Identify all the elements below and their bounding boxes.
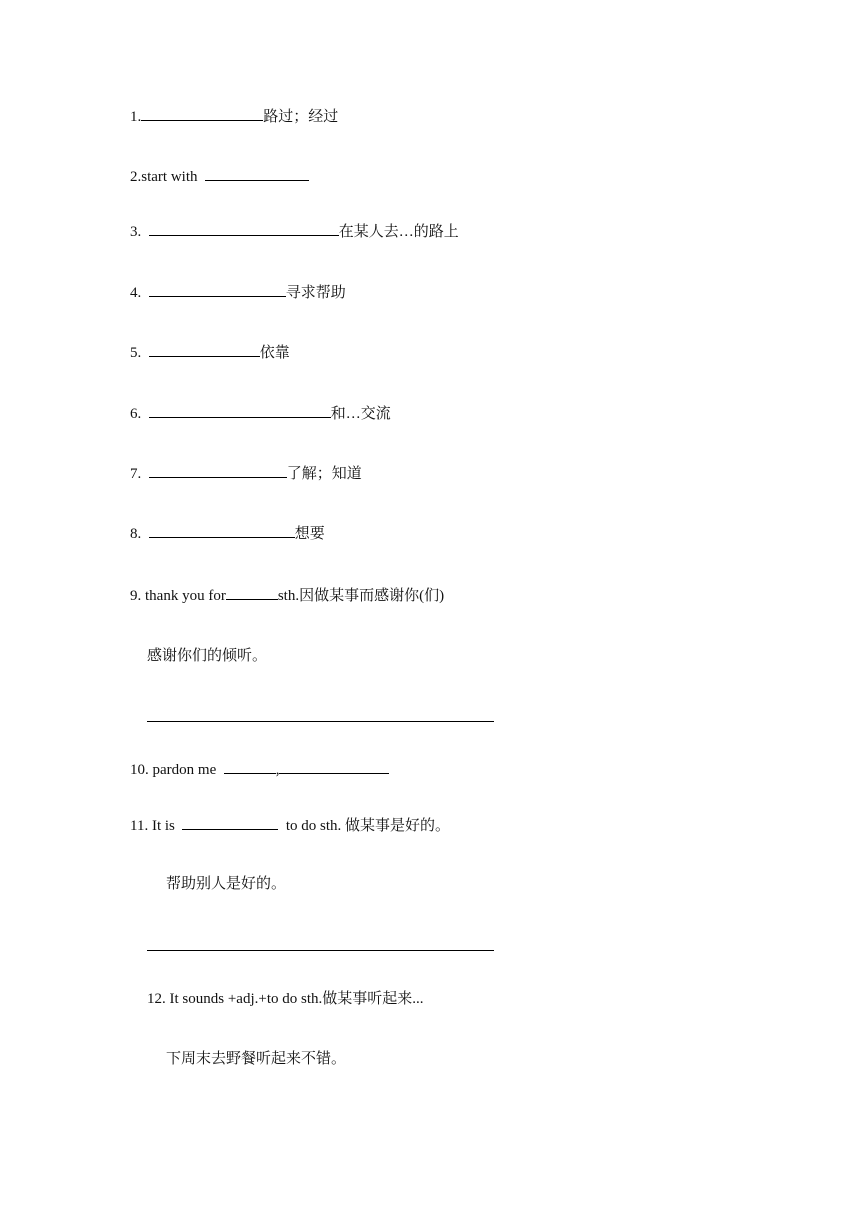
item-text: to do sth. 做某事是好的。 <box>285 818 451 834</box>
item-meaning: 路过；经过 <box>263 109 339 125</box>
item-11-prompt: 帮助别人是好的。 <box>166 876 287 892</box>
answer-line[interactable] <box>147 721 494 722</box>
answer-line[interactable] <box>147 950 494 951</box>
item-text: 11. It is <box>130 818 175 834</box>
item-11 <box>130 815 450 836</box>
answer-blank[interactable] <box>205 166 309 181</box>
item-1 <box>130 106 338 127</box>
answer-blank[interactable] <box>149 342 260 357</box>
answer-blank[interactable] <box>224 759 276 774</box>
separator: , <box>275 762 280 778</box>
item-meaning: 和…交流 <box>330 406 391 422</box>
item-7 <box>130 463 362 484</box>
item-number: 1. <box>130 109 142 125</box>
item-number: 3. <box>130 224 142 240</box>
item-9 <box>130 585 444 606</box>
answer-blank[interactable] <box>182 815 278 830</box>
item-3 <box>130 221 459 242</box>
item-4 <box>130 282 346 303</box>
answer-blank[interactable] <box>141 106 263 121</box>
item-12-prompt: 下周末去野餐听起来不错。 <box>166 1051 347 1067</box>
item-2 <box>130 166 309 187</box>
item-number: 2.start with <box>130 169 198 185</box>
item-number: 6. <box>130 406 142 422</box>
answer-blank[interactable] <box>226 585 278 600</box>
answer-blank[interactable] <box>149 221 339 236</box>
item-meaning: 寻求帮助 <box>285 285 346 301</box>
item-text: 10. pardon me <box>130 762 217 778</box>
item-6 <box>130 403 391 424</box>
item-meaning: 想要 <box>294 526 325 542</box>
item-meaning: 依靠 <box>259 345 290 361</box>
item-10 <box>130 759 389 780</box>
answer-blank[interactable] <box>149 282 286 297</box>
answer-blank[interactable] <box>149 523 295 538</box>
item-number: 7. <box>130 466 142 482</box>
item-meaning: 了解；知道 <box>286 466 362 482</box>
answer-blank[interactable] <box>149 403 331 418</box>
item-9-prompt: 感谢你们的倾听。 <box>147 648 268 664</box>
item-5 <box>130 342 290 363</box>
answer-blank[interactable] <box>149 463 287 478</box>
item-12: 12. It sounds +adj.+to do sth.做某事听起来... <box>147 991 424 1007</box>
answer-blank[interactable] <box>279 759 389 774</box>
item-text: 9. thank you for <box>130 588 226 604</box>
item-meaning: 在某人去…的路上 <box>338 224 459 240</box>
item-8 <box>130 523 325 544</box>
item-text: sth.因做某事而感谢你(们) <box>277 588 445 604</box>
item-number: 8. <box>130 526 142 542</box>
item-number: 5. <box>130 345 142 361</box>
item-number: 4. <box>130 285 142 301</box>
